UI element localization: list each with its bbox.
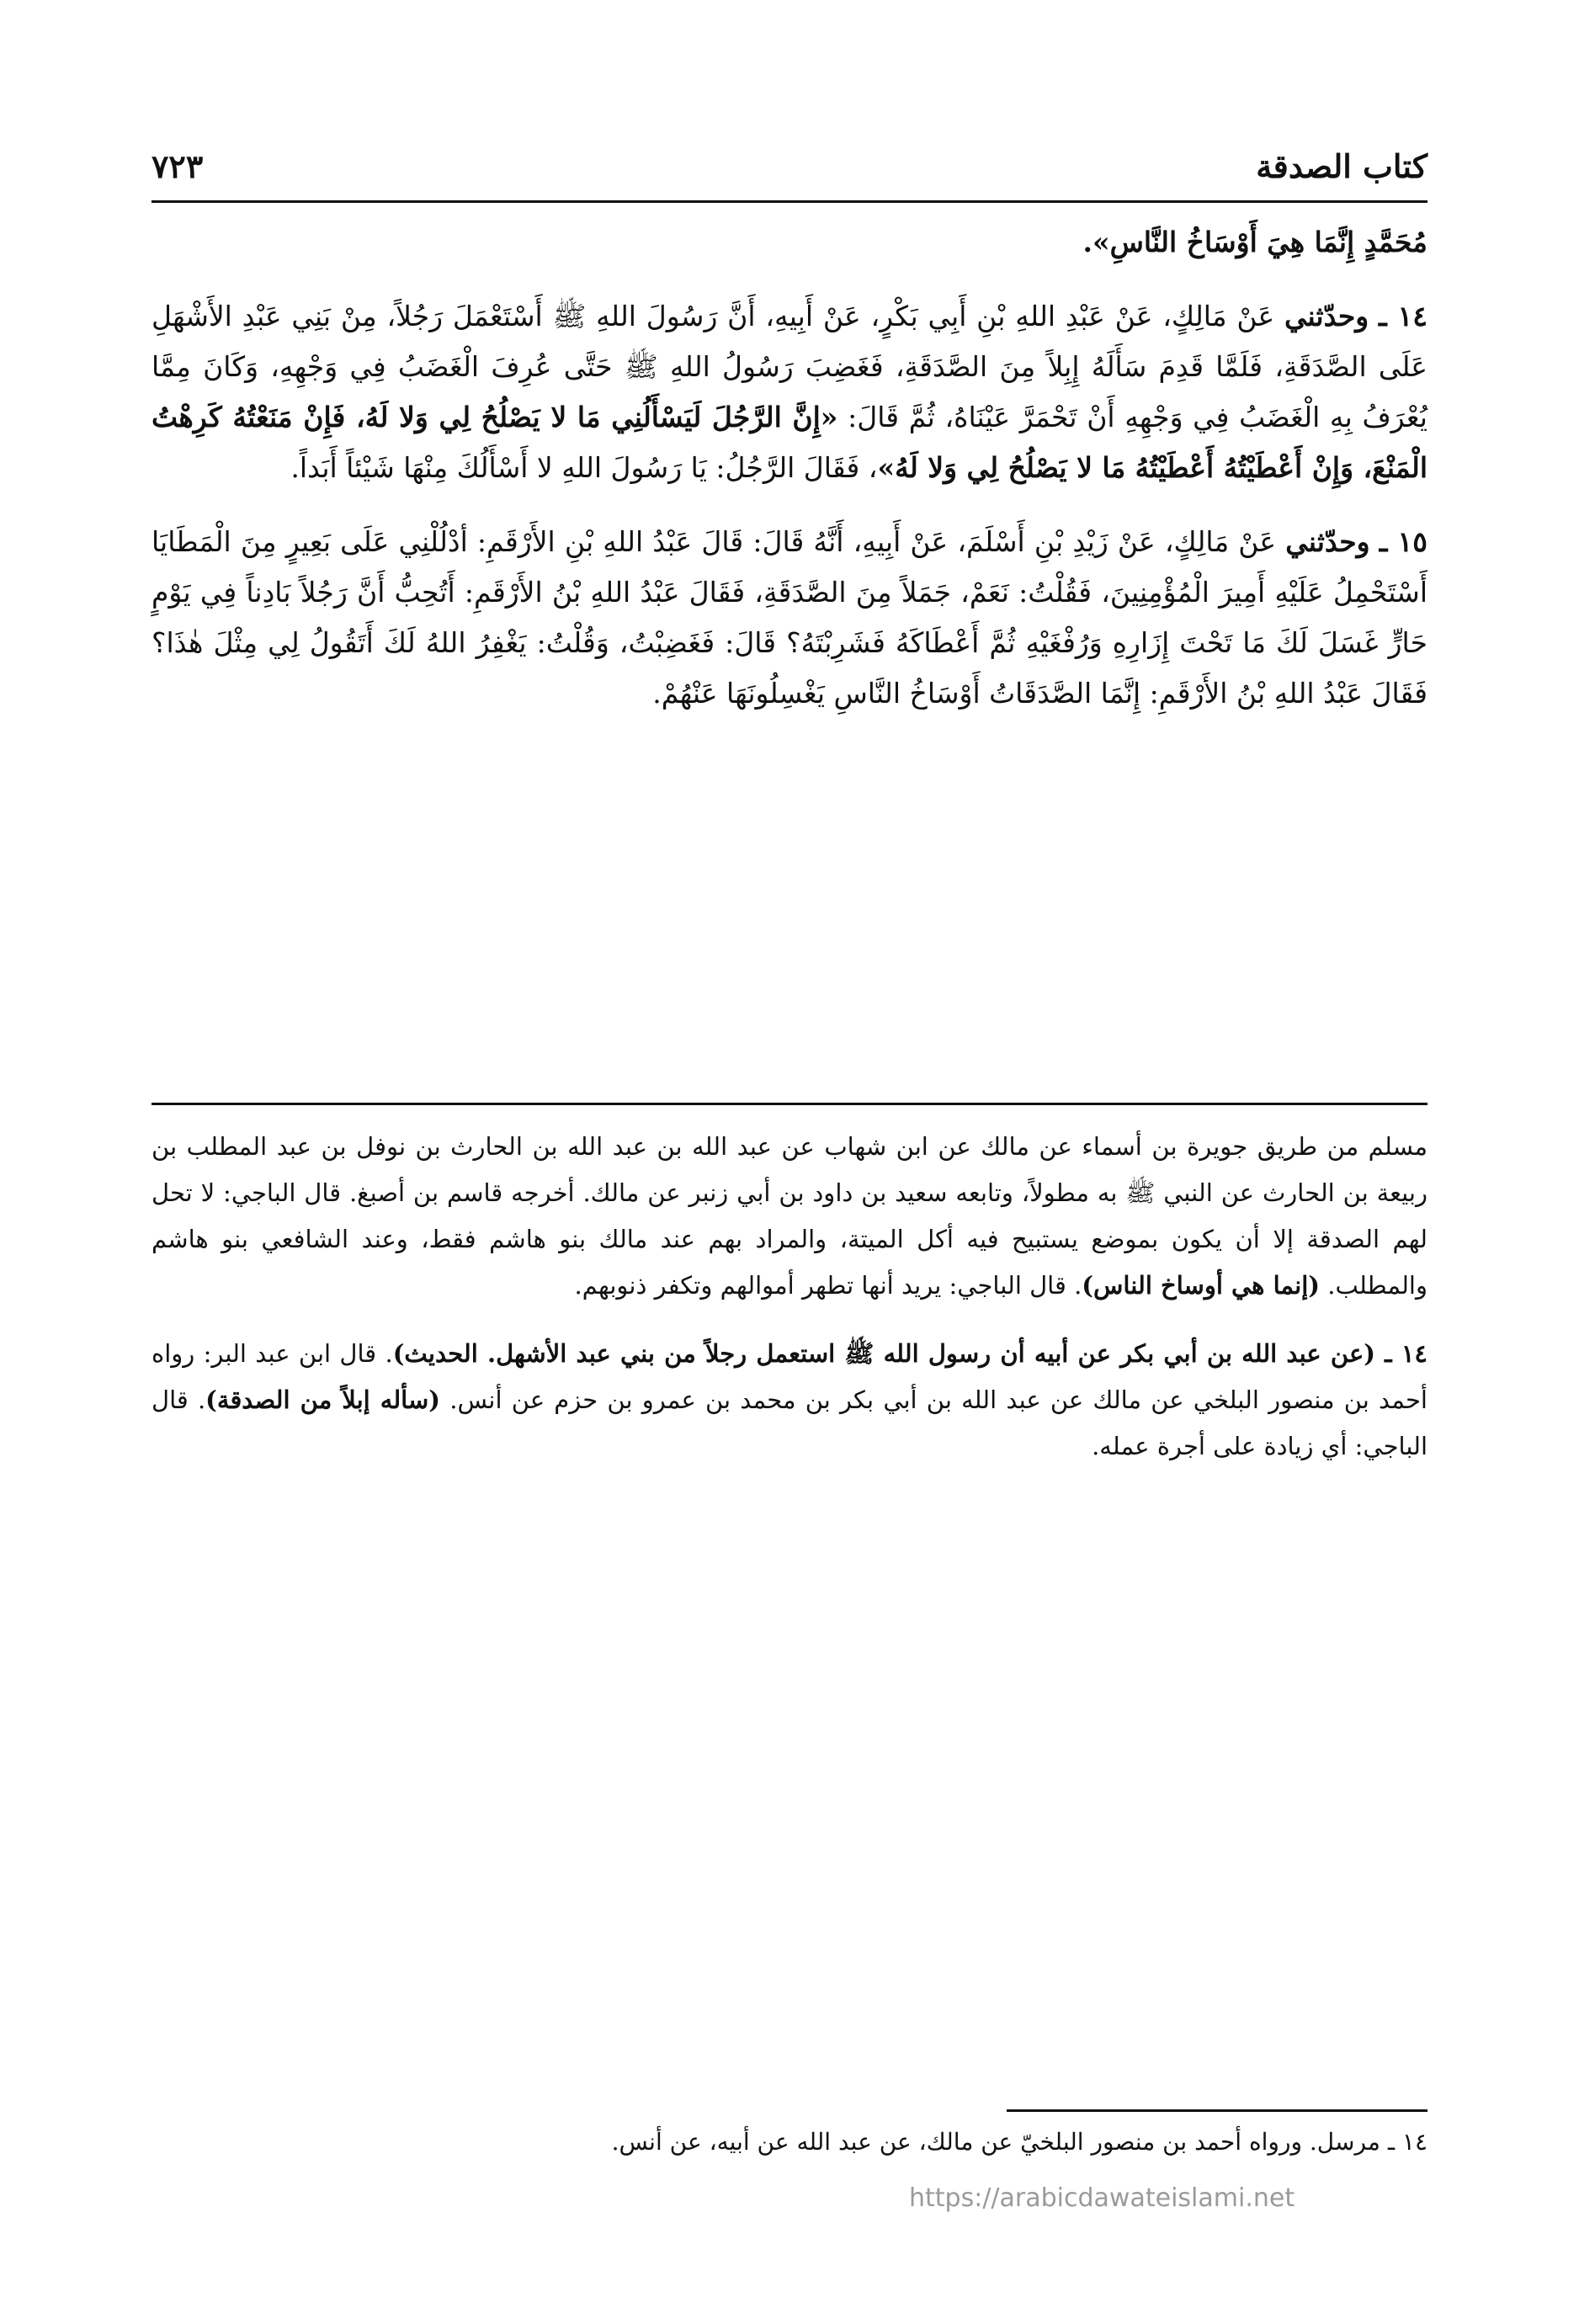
chapter-title: كتاب الصدقة [1256,147,1427,185]
main-text [152,217,1427,742]
hadith-text: عَنْ مَالِكٍ، عَنْ زَيْدِ بْنِ أَسْلَمَ، عَنْ أَبِيهِ، أَنَّهُ قَالَ: قَالَ عَبْدُ اللهِ بْنِ الأَرْقَمِ: أدْلُلْنِي عَلَى بَعِيرٍ مِنَ الْمَطَايَا أَسْتَحْمِلُ عَلَيْهِ أَمِيرَ الْمُؤْمِنِينَ، فَقُلْتُ: نَعَمْ، جَمَلاً مِنَ الصَّدَقَةِ، فَقَالَ عَبْدُ اللهِ بْنُ الأَرْقَمِ: أَتُحِبُّ أَنَّ رَجُلاً بَادِناً فِي يَوْمٍ حَارٍّ غَسَلَ لَكَ مَا تَحْتَ إِزَارِهِ وَرُفْغَيْهِ ثُمَّ أَعْطَاكَهُ فَشَرِبْتَهُ؟ قَالَ: فَغَضِبْتُ، وَقُلْتُ: يَغْفِرُ اللهُ لَكَ أَتَقُولُ لِي مِثْلَ هٰذَا؟ فَقَالَ عَبْدُ اللهِ بْنُ الأَرْقَمِ: إِنَّمَا الصَّدَقَاتُ أَوْسَاخُ النَّاسِ يَغْسِلُونَهَا عَنْهُمْ. [152,525,1427,710]
hadith-quote: «إِنَّ الرَّجُلَ لَيَسْأَلُنِي مَا لا يَصْلُحُ لِي وَلا لَهُ، فَإِنْ مَنَعْتُهُ كَرِهْتُ الْمَنْعَ، وَإِنْ أَعْطَيْتُهُ أَعْطَيْتُهُ مَا لا يَصْلُحُ لِي وَلا لَهُ» [152,401,1427,484]
commentary-bold: ١٤ ـ (عن عبد الله بن أبي بكر عن أبيه أن رسول الله ﷺ استعمل رجلاً من بني عبد الأشهل. الحديث) [392,1339,1427,1368]
commentary-text: . قال الباجي: أي زيادة على أجرة عمله. [152,1385,1427,1460]
continued-quote: مُحَمَّدٍ إِنَّمَا هِيَ أَوْسَاخُ النَّاسِ». [1082,226,1427,258]
hadith-number: ١٥ ـ [1379,525,1427,558]
hadith-14 [152,291,1427,493]
hadith-15 [152,517,1427,719]
page-header [152,126,1427,185]
hadith-text: عَنْ مَالِكٍ، عَنْ عَبْدِ اللهِ بْنِ أَبِي بَكْرٍ، عَنْ أَبِيهِ، أَنَّ رَسُولَ اللهِ ﷺ أَسْتَعْمَلَ رَجُلاً، مِنْ بَنِي عَبْدِ الأَشْهَلِ عَلَى الصَّدَقَةِ، فَلَمَّا قَدِمَ سَأَلَهُ إِبِلاً مِنَ الصَّدَقَةِ، فَغَضِبَ رَسُولُ اللهِ ﷺ حَتَّى عُرِفَ الْغَضَبُ فِي وَجْهِهِ، وَكَانَ مِمَّا يُعْرَفُ بِهِ الْغَضَبُ فِي وَجْهِهِ أَنْ تَحْمَرَّ عَيْنَاهُ، ثُمَّ قَالَ: [152,300,1427,433]
hadith-text-end: ، فَقَالَ الرَّجُلُ: يَا رَسُولَ اللهِ لا أَسْأَلُكَ مِنْهَا شَيْئاً أَبَداً. [290,451,878,484]
commentary-text: . قال الباجي: يريد أنها تطهر أموالهم وتكفر ذنوبهم. [574,1271,1082,1300]
commentary-paragraph-2 [152,1331,1427,1470]
footnote-divider [1007,2109,1427,2112]
commentary-divider [152,1103,1427,1105]
hadith-lead: وحدّثني [1284,300,1369,332]
commentary-bold: (سأله إبلاً من الصدقة) [205,1385,441,1414]
page-number: ٧٢٣ [152,147,204,185]
watermark-link: https://arabicdawateislami.net [909,2183,1295,2213]
commentary-bold: (إنما هي أوساخ الناس) [1082,1271,1321,1300]
header-divider [152,200,1427,203]
hadith-lead: وحدّثني [1285,525,1370,558]
hadith-number: ١٤ ـ [1379,300,1427,332]
commentary-paragraph-1 [152,1124,1427,1309]
commentary [152,1124,1427,1492]
commentary-text: مسلم من طريق جويرة بن أسماء عن مالك عن ابن شهاب عن عبد الله بن عبد الله بن الحارث بن نوفل بن عبد المطلب بن ربيعة بن الحارث عن النبي ﷺ به مطولاً، وتابعه سعيد بن داود بن أبي زنبر عن مالك. أخرجه قاسم بن أصبغ. قال الباجي: لا تحل لهم الصدقة إلا أن يكون بموضع يستبيح فيه أكل الميتة، والمراد بهم عند مالك بنو هاشم فقط، وعند الشافعي بنو هاشم والمطلب. [152,1132,1427,1300]
commentary-text: . قال ابن عبد البر: رواه أحمد بن منصور البلخي عن مالك عن عبد الله بن أبي بكر بن محمد بن عمرو بن حزم عن أنس. [152,1339,1427,1414]
footnote: ١٤ ـ مرسل. ورواه أحمد بن منصور البلخيّ عن مالك، عن عبد الله عن أبيه، عن أنس. [611,2128,1427,2156]
